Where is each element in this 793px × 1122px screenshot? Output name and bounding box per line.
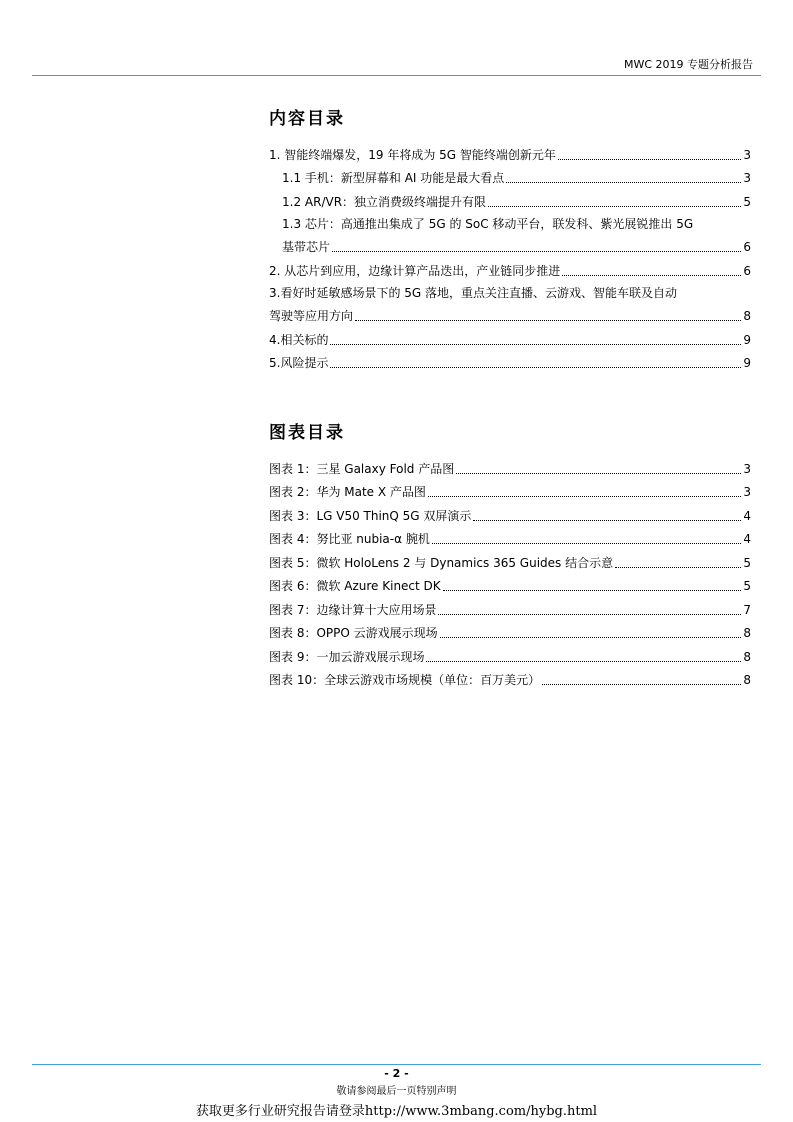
toc-entry-text: 5.风险提示 bbox=[269, 356, 329, 370]
toc-page-number: 7 bbox=[743, 602, 751, 617]
toc-page-number: 8 bbox=[743, 673, 751, 687]
figures-heading: 图表目录 bbox=[269, 423, 345, 443]
toc-page-number: 6 bbox=[743, 240, 751, 254]
figure-entry[interactable] bbox=[269, 665, 751, 689]
toc-entry-text: 1. 智能终端爆发，19 年将成为 5G 智能终端创新元年 bbox=[269, 147, 556, 162]
figures-list bbox=[269, 453, 751, 688]
toc-page-number: 9 bbox=[743, 356, 751, 370]
toc-entry-text: 图表 7：边缘计算十大应用场景 bbox=[269, 602, 437, 617]
toc-entry-text: 图表 2：华为 Mate X 产品图 bbox=[269, 485, 426, 499]
dot-leader bbox=[330, 367, 741, 368]
dot-leader bbox=[562, 275, 741, 276]
toc-entry-text: 图表 1：三星 Galaxy Fold 产品图 bbox=[269, 461, 455, 476]
report-link[interactable]: 获取更多行业研究报告请登录http://www.3mbang.com/hybg.html bbox=[195, 1104, 598, 1119]
toc-page-number: 5 bbox=[743, 579, 751, 593]
dot-leader bbox=[330, 344, 741, 345]
disclaimer-note: 敬请参阅最后一页特别声明 bbox=[336, 1086, 457, 1097]
dot-leader bbox=[432, 543, 742, 544]
dot-leader bbox=[332, 251, 741, 252]
toc-page-number: 8 bbox=[743, 649, 751, 664]
figure-entry[interactable] bbox=[269, 571, 751, 595]
toc-page-number: 3 bbox=[743, 171, 751, 185]
toc-entry-text: 4.相关标的 bbox=[269, 332, 329, 347]
toc-page-number: 6 bbox=[743, 263, 751, 278]
figure-entry[interactable] bbox=[269, 594, 751, 618]
figure-entry[interactable] bbox=[269, 641, 751, 665]
toc-page-number: 5 bbox=[743, 555, 751, 570]
toc-entry[interactable] bbox=[269, 232, 751, 256]
toc-entry-text: 图表 10：全球云游戏市场规模（单位：百万美元） bbox=[269, 673, 541, 687]
dot-leader bbox=[558, 159, 741, 160]
toc-page-number: 3 bbox=[743, 485, 751, 499]
toc-entry[interactable] bbox=[269, 301, 751, 325]
toc-page-number: 4 bbox=[743, 532, 751, 546]
toc-entry-text: 图表 8：OPPO 云游戏展示现场 bbox=[269, 626, 438, 640]
dot-leader bbox=[506, 182, 741, 183]
dot-leader bbox=[426, 661, 741, 662]
figure-entry[interactable] bbox=[269, 547, 751, 571]
toc-entry-text: 图表 4：努比亚 nubia-α 腕机 bbox=[269, 532, 430, 546]
toc-entry[interactable] bbox=[269, 255, 751, 279]
page-number: - 2 - bbox=[384, 1067, 409, 1080]
toc-entry-text: 1.2 AR/VR：独立消费级终端提升有限 bbox=[282, 194, 487, 209]
toc-entry-text: 1.1 手机：新型屏幕和 AI 功能是最大看点 bbox=[282, 171, 505, 185]
figure-entry[interactable] bbox=[269, 618, 751, 642]
toc-page-number: 5 bbox=[743, 194, 751, 209]
dot-leader bbox=[428, 496, 741, 497]
figures-section bbox=[269, 418, 751, 688]
toc-entry-text: 图表 5：微软 HoloLens 2 与 Dynamics 365 Guides 结合示意 bbox=[269, 555, 614, 570]
toc-entry-line[interactable]: 3.看好时延敏感场景下的 5G 落地，重点关注直播、云游戏、智能车联及自动 bbox=[269, 285, 678, 300]
toc-entry-text: 图表 9：一加云游戏展示现场 bbox=[269, 649, 425, 664]
figure-entry[interactable] bbox=[269, 477, 751, 501]
toc-page-number: 3 bbox=[743, 147, 751, 162]
header-divider bbox=[32, 75, 761, 76]
header-title: MWC 2019 专题分析报告 bbox=[623, 58, 753, 71]
toc-page-number: 8 bbox=[743, 309, 751, 323]
toc-entry-text: 驾驶等应用方向 bbox=[269, 309, 354, 323]
toc-entry[interactable] bbox=[269, 163, 751, 187]
figure-entry[interactable] bbox=[269, 453, 751, 477]
toc-page-number: 3 bbox=[743, 461, 751, 476]
toc-entry[interactable] bbox=[269, 324, 751, 348]
dot-leader bbox=[615, 567, 741, 568]
toc-entry-text: 2. 从芯片到应用，边缘计算产品迭出，产业链同步推进 bbox=[269, 263, 561, 278]
figure-entry[interactable] bbox=[269, 524, 751, 548]
dot-leader bbox=[438, 614, 741, 615]
dot-leader bbox=[456, 473, 741, 474]
figure-entry[interactable] bbox=[269, 500, 751, 524]
dot-leader bbox=[473, 520, 741, 521]
contents-section bbox=[269, 104, 751, 371]
footer-divider bbox=[32, 1064, 761, 1065]
toc-page-number: 4 bbox=[743, 508, 751, 523]
toc-entry[interactable] bbox=[269, 139, 751, 163]
dot-leader bbox=[443, 590, 742, 591]
contents-heading: 内容目录 bbox=[269, 109, 345, 129]
toc-page-number: 8 bbox=[743, 626, 751, 640]
dot-leader bbox=[542, 684, 741, 685]
toc-entry[interactable] bbox=[269, 348, 751, 372]
contents-list bbox=[269, 139, 751, 371]
toc-entry-text: 图表 6：微软 Azure Kinect DK bbox=[269, 579, 441, 593]
toc-page-number: 9 bbox=[743, 332, 751, 347]
dot-leader bbox=[488, 206, 741, 207]
dot-leader bbox=[355, 320, 741, 321]
toc-entry-line[interactable]: 1.3 芯片：高通推出集成了 5G 的 SoC 移动平台，联发科、紫光展锐推出 5G bbox=[282, 216, 694, 231]
toc-entry-text: 图表 3：LG V50 ThinQ 5G 双屏演示 bbox=[269, 508, 472, 523]
toc-entry[interactable] bbox=[269, 186, 751, 210]
toc-entry-text: 基带芯片 bbox=[282, 240, 331, 254]
dot-leader bbox=[440, 637, 742, 638]
